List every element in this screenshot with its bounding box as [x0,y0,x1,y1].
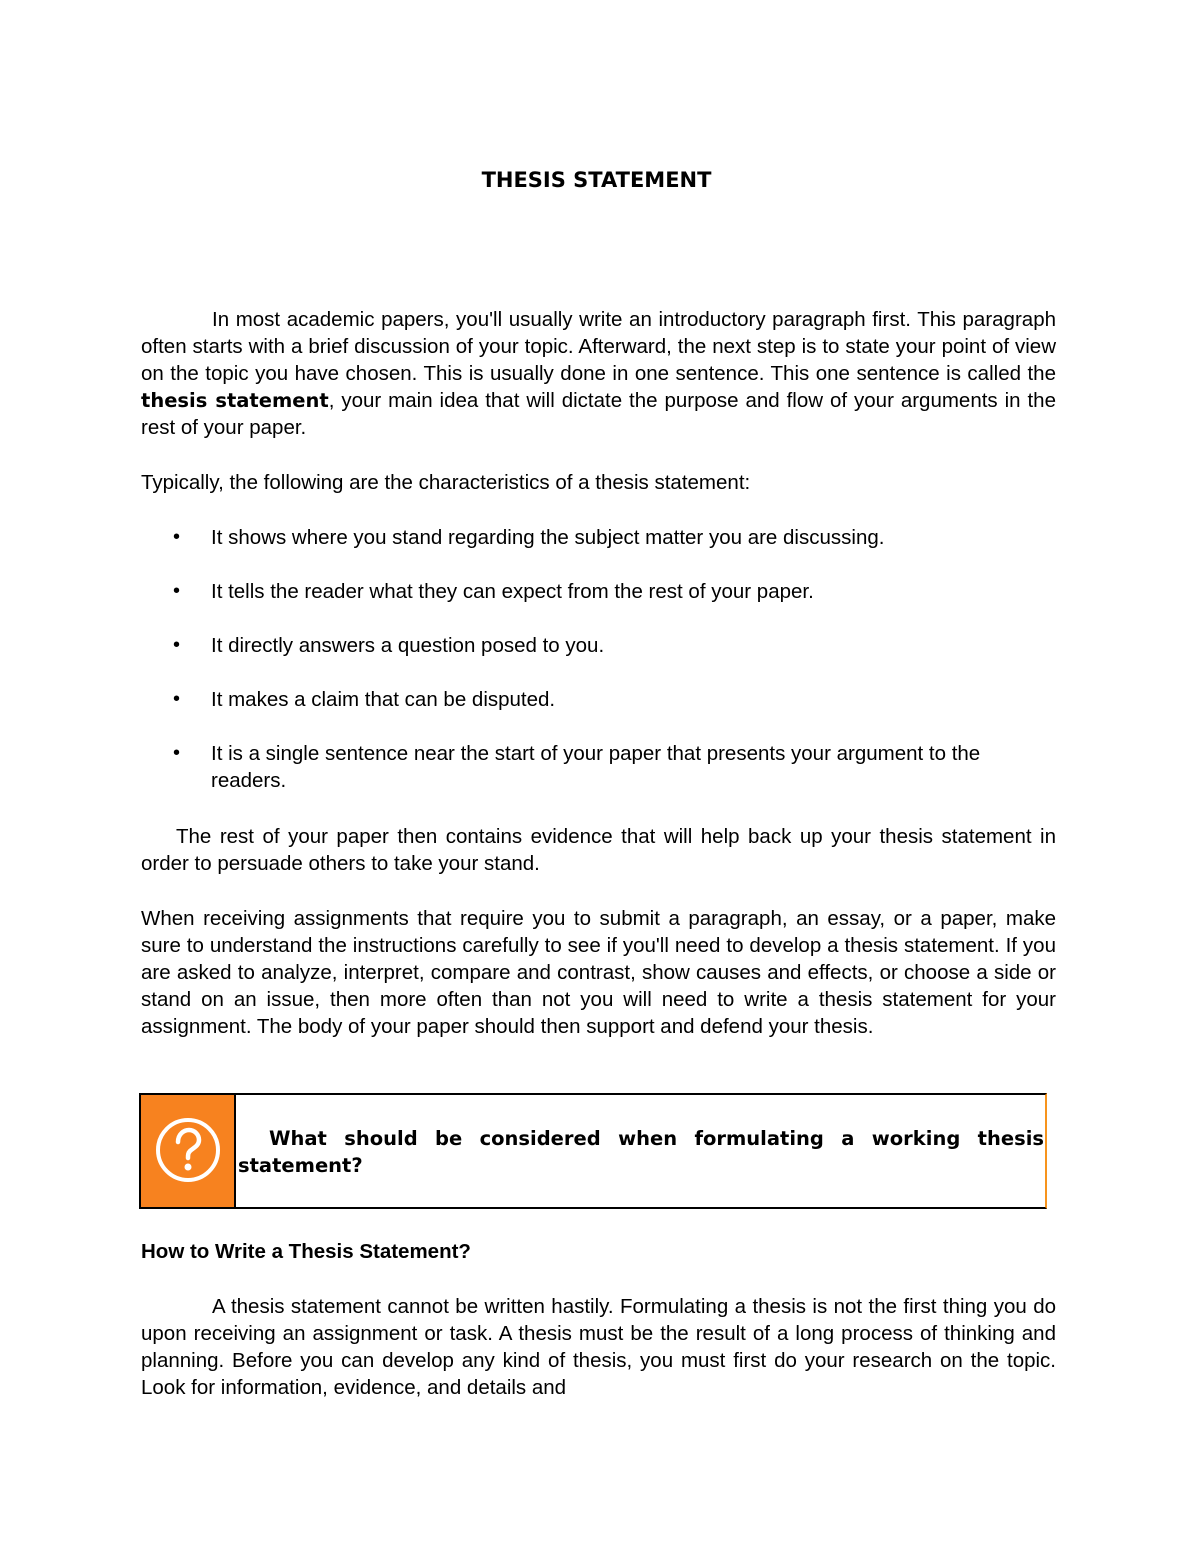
characteristics-lead: Typically, the following are the characteristics of a thesis statement: [141,471,751,494]
list-item-text: It shows where you stand regarding the subject matter you are discussing. [211,526,885,549]
callout-question: What should be considered when formulating a working thesis statement? [238,1127,1044,1177]
page-title: THESIS STATEMENT [481,168,712,192]
callout-icon-panel [141,1095,236,1207]
thesis-statement-term: thesis statement [141,389,329,412]
list-item [141,740,1061,794]
question-callout [139,1093,1047,1209]
list-item [141,632,1061,659]
list-item [141,578,1061,605]
bullet-icon: • [173,580,181,602]
bullet-icon: • [173,526,181,548]
assignments-paragraph: When receiving assignments that require you to submit a paragraph, an essay, or a paper, make sure to understand the instructions carefully to see if you'll need to develop a thesis statement. If you are asked to analyze, interpret, compare and contrast, show causes and effects, or choose a side or stand on an issue, then more often than not you will need to write a thesis statement for your assignment. The body of your paper should then support and defend your thesis. [141,907,1056,1038]
bullet-icon: • [173,742,181,764]
list-item-text: It tells the reader what they can expect from the rest of your paper. [211,580,814,603]
list-item [141,524,1061,551]
how-to-paragraph: A thesis statement cannot be written hastily. Formulating a thesis is not the first thing you do upon receiving an assignment or task. A thesis must be the result of a long process of thinking and planning. Before you can develop any kind of thesis, you must first do your research on the topic. Look for information, evidence, and details and [141,1295,1056,1399]
list-item-text: It makes a claim that can be disputed. [211,688,556,711]
evidence-paragraph: The rest of your paper then contains evidence that will help back up your thesis statement in order to persuade others to take your stand. [141,825,1056,875]
section-heading: How to Write a Thesis Statement? [141,1240,471,1263]
intro-text-before: In most academic papers, you'll usually write an introductory paragraph first. This paragraph often starts with a brief discussion of your topic. Afterward, the next step is to state your point of view on the topic you have chosen. This is usually done in one sentence. This one sentence is called the [141,308,1056,385]
characteristics-list [141,524,1061,821]
intro-text-after: , your main idea that will dictate the purpose and flow of your arguments in the rest of your paper. [141,389,1056,439]
bullet-icon: • [173,634,181,656]
list-item [141,686,1061,713]
bullet-icon: • [173,688,181,710]
intro-paragraph [141,306,1056,441]
list-item-text: It is a single sentence near the start of your paper that presents your argument to the readers. [211,742,981,792]
list-item-text: It directly answers a question posed to you. [211,634,605,657]
